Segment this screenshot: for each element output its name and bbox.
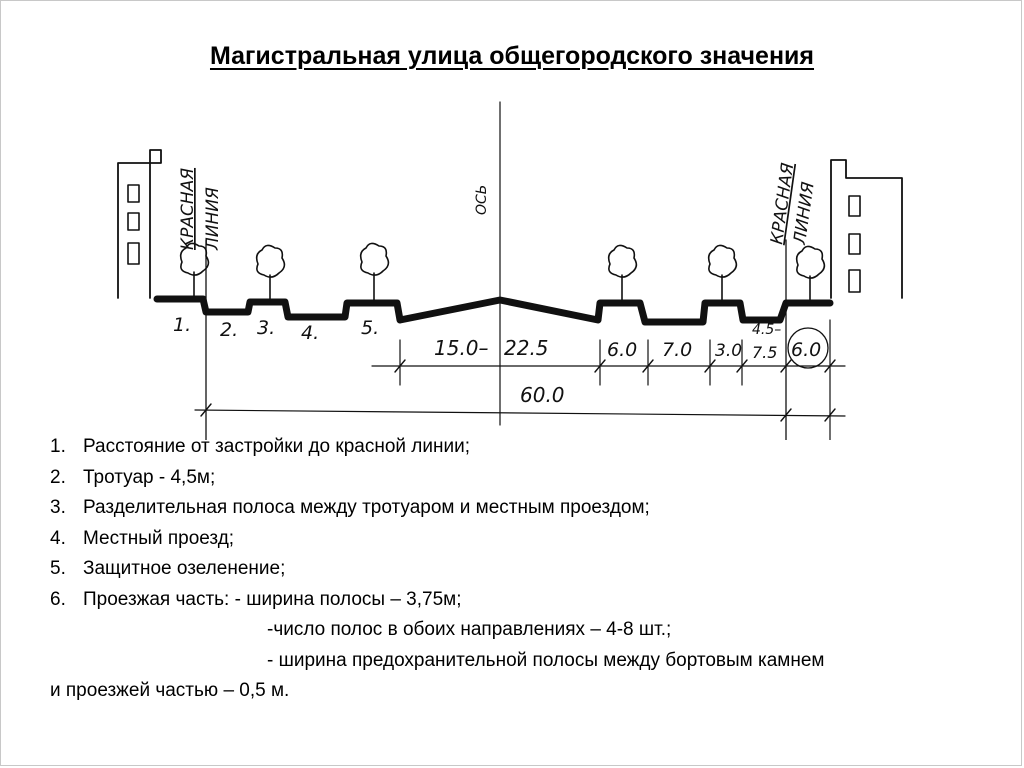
legend-item: 2. Тротуар - 4,5м; — [50, 466, 216, 488]
legend-item: 5. Защитное озеленение; — [50, 558, 286, 579]
legend-continuation: и проезжей частью – 0,5 м. — [50, 680, 290, 701]
red-line-label-right-1: КРАСНАЯ — [767, 161, 799, 246]
element-number-4: 4. — [301, 322, 320, 344]
tree — [709, 245, 737, 301]
dimension-value: 4.5– — [752, 322, 782, 338]
window — [128, 243, 139, 264]
dimension-value: 3.0 — [715, 341, 743, 361]
element-number-1: 1. — [173, 314, 192, 336]
dimension-value: 7.0 — [662, 339, 693, 361]
dimension-value: 6.0 — [607, 339, 638, 361]
element-number-2: 2. — [220, 319, 239, 341]
page-title: Магистральная улица общегородского значения — [209, 42, 815, 70]
window — [128, 185, 139, 202]
tree — [609, 245, 637, 301]
dimension-value: 22.5 — [504, 336, 549, 360]
tree — [257, 245, 285, 300]
total-width-value: 60.0 — [520, 383, 565, 407]
legend-item: 4. Местный проезд; — [50, 527, 235, 549]
dimension-line-total — [195, 410, 845, 416]
legend-subitem: - ширина предохранительной полосы между бортовым камнем — [267, 649, 825, 671]
tree — [361, 243, 389, 301]
element-number-3: 3. — [257, 317, 276, 339]
dimension-value: 6.0 — [791, 339, 822, 361]
legend-subitem: -число полос в обоих направлениях – 4-8 шт.; — [267, 619, 672, 640]
legend-item: 6. Проезжая часть: - ширина полосы – 3,75м; — [50, 588, 462, 610]
right-building — [831, 160, 902, 298]
dimension-value: 7.5 — [752, 343, 778, 362]
legend-list — [50, 432, 990, 707]
dimension-value: 15.0– — [434, 336, 489, 360]
window — [849, 234, 860, 254]
axis-label: ОСЬ — [474, 184, 490, 215]
tree — [181, 243, 209, 297]
element-number-5: 5. — [361, 317, 380, 339]
red-line-label-left-1: КРАСНАЯ — [178, 167, 198, 250]
legend-item: 3. Разделительная полоса между тротуаром и местным проездом; — [50, 497, 650, 518]
window — [849, 270, 860, 292]
legend-item: 1. Расстояние от застройки до красной линии; — [50, 436, 470, 457]
tree — [797, 246, 825, 301]
window — [128, 213, 139, 230]
red-line-label-left-2: ЛИНИЯ — [203, 187, 223, 250]
window — [849, 196, 860, 216]
red-line-label-right-2: ЛИНИЯ — [790, 180, 819, 246]
